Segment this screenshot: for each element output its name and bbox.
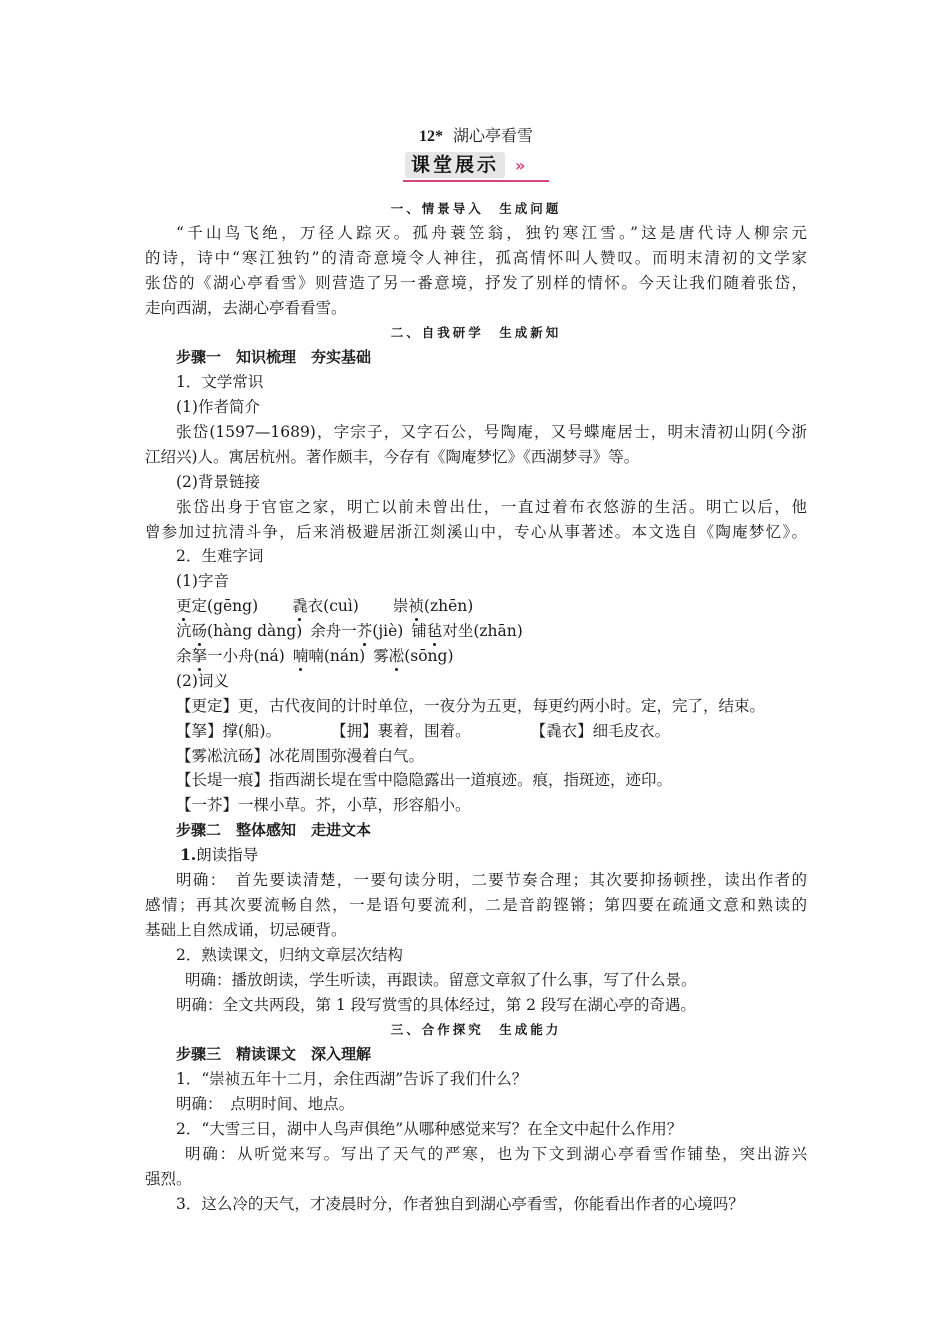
reading-line-2: 感情；再其次要流畅自然，一是语句要流利，二是音韵铿锵；第四要在疏通文意和熟读的 — [145, 895, 807, 914]
question-3: 3．这么冷的天气，才凌晨时分，作者独自到湖心亭看雪，你能看出作者的心境吗？ — [176, 1194, 744, 1213]
section-heading-1: 一、情景导入 生成问题 — [390, 201, 562, 216]
meaning-gengding: 【更定】更，古代夜间的计时单位，一夜分为五更，每更约两小时。定，完了，结束。 — [176, 696, 766, 715]
meaning-changdi: 【长堤一痕】指西湖长堤在雪中隐隐露出一道痕迹。痕，指斑迹，迹印。 — [176, 771, 673, 790]
question-1: 1．“崇祯五年十二月，余住西湖”告诉了我们什么？ — [176, 1070, 528, 1089]
pron-word-2: 毳衣(cuì) — [292, 597, 359, 615]
reading-line-1: 明确： 首先要读清楚，一要句读分明，二要节奏合理；其次要抑扬顿挫，读出作者的 — [176, 871, 807, 890]
meaning-wusong: 【雾凇沆砀】冰花周围弥漫着白气。 — [176, 746, 425, 765]
pron-word-6: 铺毡对坐(zhān) — [411, 622, 523, 640]
document-page — [145, 122, 807, 1217]
background-line-1: 张岱出身于官宦之家，明亡以前未曾出仕，一直过着布衣悠游的生活。明亡以后，他 — [176, 497, 807, 516]
reading-guide-number: 1. — [180, 845, 197, 865]
structure-title: 2．熟读课文，归纳文章层次结构 — [176, 945, 403, 964]
pron-word-8: 喃喃(nán) — [293, 647, 365, 665]
pronunciation-heading: (1)字音 — [176, 572, 229, 591]
step-three-heading: 步骤三 精读课文 深入理解 — [176, 1045, 372, 1064]
answer-1: 明确： 点明时间、地点。 — [176, 1095, 355, 1114]
meaning-yijie: 【一芥】一棵小草。芥，小草，形容船小。 — [176, 796, 471, 815]
section-heading-3: 三、合作探究 生成能力 — [390, 1022, 562, 1038]
pronunciation-row-3 — [145, 644, 807, 669]
meaning-na: 【拏】撑(船)。 — [176, 721, 282, 740]
banner-wrap — [145, 150, 807, 186]
answer-2-line-2: 强烈。 — [145, 1169, 192, 1188]
section-banner — [403, 150, 549, 182]
double-arrow-icon: » — [515, 155, 526, 175]
pron-word-5: 余舟一芥(jiè) — [310, 622, 403, 640]
meaning-yong: 【拥】裹着，围着。 — [331, 721, 471, 740]
answer-2-line-1: 明确：从听觉来写。写出了天气的严寒，也为下文到湖心亭看雪作铺垫，突出游兴 — [185, 1144, 807, 1163]
author-line-1: 张岱(1597—1689)，字宗子，又字石公，号陶庵，又号蝶庵居士，明末清初山阴(今浙 — [176, 423, 807, 442]
step-two-heading: 步骤二 整体感知 走进文本 — [176, 821, 372, 840]
intro-line-3: 张岱的《湖心亭看雪》则营造了另一番意境，抒发了别样的情怀。今天让我们随着张岱， — [145, 273, 807, 292]
structure-line-1: 明确：播放朗读，学生听读，再跟读。留意文章叙了什么事，写了什么景。 — [185, 970, 697, 989]
author-line-2: 江绍兴)人。寓居杭州。著作颇丰，今存有《陶庵梦忆》《西湖梦寻》等。 — [145, 447, 640, 466]
reading-guide-label: 朗读指导 — [196, 846, 259, 865]
intro-line-2: 的诗，诗中“寒江独钓”的清奇意境令人神往，孤高情怀叫人赞叹。而明末清初的文学家 — [145, 248, 807, 267]
step-one-heading: 步骤一 知识梳理 夯实基础 — [176, 348, 372, 367]
pronunciation-row-1 — [145, 594, 807, 619]
banner-label: 课堂展示 — [405, 152, 505, 178]
pron-word-1: 更定(gēng) — [176, 597, 258, 615]
pron-word-4: 沆砀(hàng dàng) — [176, 622, 302, 640]
intro-line-4: 走向西湖，去湖心亭看看雪。 — [145, 298, 347, 317]
lesson-title: 湖心亭看雪 — [452, 126, 533, 145]
meaning-cuiyi: 【毳衣】细毛皮衣。 — [530, 721, 671, 740]
item-vocabulary: 2．生难字词 — [176, 547, 264, 566]
intro-line-1: “千山鸟飞绝，万径人踪灭。孤舟蓑笠翁，独钓寒江雪。”这是唐代诗人柳宗元 — [176, 223, 807, 242]
lesson-number: 12* — [418, 128, 443, 145]
background-line-2: 曾参加过抗清斗争，后来消极避居浙江剡溪山中，专心从事著述。本文选自《陶庵梦忆》。 — [145, 522, 807, 541]
meaning-heading: (2)词义 — [176, 671, 229, 690]
background-heading: (2)背景链接 — [176, 472, 260, 491]
pron-word-7: 余拏一小舟(ná) — [176, 647, 285, 665]
author-heading: (1)作者简介 — [176, 398, 260, 417]
meaning-row-2 — [145, 719, 807, 744]
structure-line-2: 明确：全文共两段，第 1 段写赏雪的具体经过，第 2 段写在湖心亭的奇遇。 — [176, 995, 696, 1014]
question-2: 2．“大雪三日，湖中人鸟声俱绝”从哪种感觉来写？在全文中起什么作用？ — [176, 1119, 683, 1138]
pronunciation-row-2 — [145, 619, 807, 644]
lesson-title-line — [145, 122, 807, 150]
item-literature: 1．文学常识 — [176, 373, 264, 392]
reading-guide-title — [145, 843, 807, 868]
pron-word-9: 雾凇(sōng) — [373, 647, 453, 665]
pron-word-3: 崇祯(zhēn) — [393, 597, 473, 615]
reading-line-3: 基础上自然成诵，切忌硬背。 — [145, 920, 347, 939]
section-heading-2: 二、自我研学 生成新知 — [390, 325, 562, 341]
